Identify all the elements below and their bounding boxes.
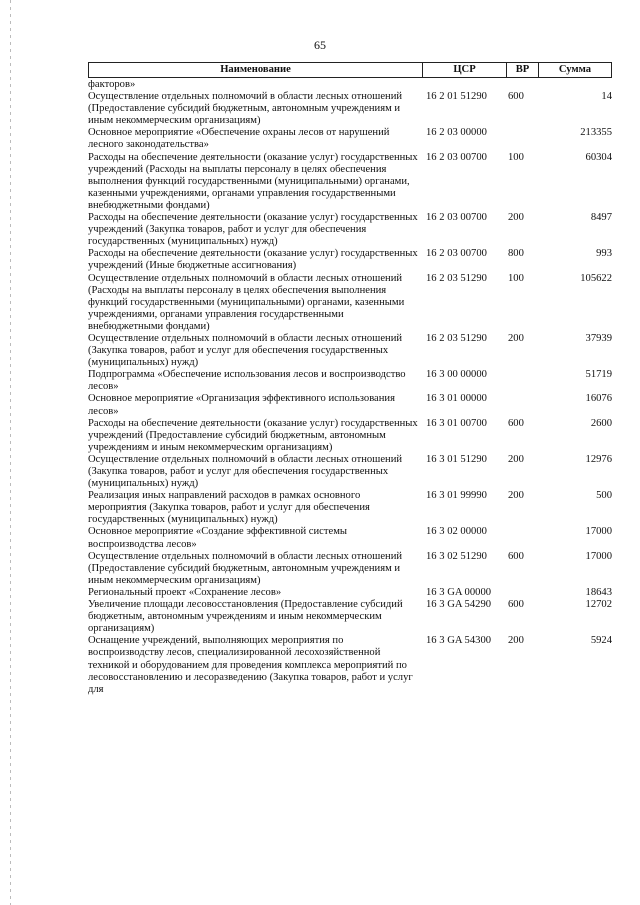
row-name: Основное мероприятие «Обеспечение охраны лесов от нарушений лесного законодательства» xyxy=(88,127,390,151)
table-row xyxy=(88,490,612,526)
row-csr: 16 3 02 51290 xyxy=(426,550,487,562)
row-sum: 8497 xyxy=(590,212,612,224)
table-row xyxy=(88,212,612,248)
header-csr: ЦСР xyxy=(422,63,506,77)
row-sum: 17000 xyxy=(585,526,612,538)
row-name: Осуществление отдельных полномочий в области лесных отношений (Закупка товаров, работ и услуг для обеспечения государственных (муниципальных) нужд) xyxy=(88,332,403,369)
row-vr: 200 xyxy=(508,332,524,344)
row-sum: 213355 xyxy=(580,127,612,139)
row-vr: 600 xyxy=(508,91,524,103)
row-csr: 16 3 01 00000 xyxy=(426,393,487,405)
table-row xyxy=(88,526,612,550)
row-sum: 17000 xyxy=(585,550,612,562)
table-header xyxy=(88,62,612,78)
table-row xyxy=(88,248,612,272)
row-name: Осуществление отдельных полномочий в области лесных отношений (Расходы на выплаты персоналу в целях обеспечения выполнения функций государственными (муниципальными) органами, казенными учреждениями, органами управления государственными внебюджетными фондами) xyxy=(88,272,405,332)
table-row xyxy=(88,273,612,333)
row-vr xyxy=(506,369,538,393)
row-name: Региональный проект «Сохранение лесов» xyxy=(88,586,282,598)
row-csr: 16 2 03 51290 xyxy=(426,272,487,284)
row-name: Оснащение учреждений, выполняющих мероприятия по воспроизводству лесов, специализированной лесохозяйственной техникой и оборудованием для проведения комплекса мероприятий по лесовосстановлению и лесоразведению (Закупка товаров, работ и услуг для xyxy=(88,635,413,695)
row-sum: 60304 xyxy=(585,151,612,163)
row-sum: 51719 xyxy=(585,369,612,381)
table-row xyxy=(88,454,612,490)
table-row xyxy=(88,418,612,454)
row-name: Основное мероприятие «Создание эффективной системы воспроизводства лесов» xyxy=(88,526,348,550)
binding-margin-line xyxy=(10,0,11,905)
row-sum: 18643 xyxy=(585,586,612,598)
row-csr: 16 3 01 99990 xyxy=(426,490,487,502)
row-sum xyxy=(538,79,612,91)
row-csr: 16 2 03 00700 xyxy=(426,248,487,260)
row-vr: 600 xyxy=(508,550,524,562)
row-name: Реализация иных направлений расходов в рамках основного мероприятия (Закупка товаров, работ и услуг для обеспечения государственных (муниципальных) нужд) xyxy=(88,490,370,526)
row-csr xyxy=(422,79,506,91)
budget-table xyxy=(88,62,612,696)
header-name: Наименование xyxy=(88,63,422,77)
row-name: Подпрограмма «Обеспечение использования лесов и воспроизводство лесов» xyxy=(88,369,406,393)
row-vr: 200 xyxy=(508,635,524,647)
row-csr: 16 3 GA 54300 xyxy=(426,635,492,647)
row-sum: 500 xyxy=(596,490,612,502)
table-row xyxy=(88,369,612,393)
row-csr: 16 3 01 00700 xyxy=(426,417,487,429)
row-vr xyxy=(506,587,538,599)
row-name: Расходы на обеспечение деятельности (оказание услуг) государственных учреждений (Расходы на выплаты персоналу в целях обеспечения выполнения функций государственными (муниципальными) органами, казенными учреждениями, органами управления государственными внебюджетными фондами) xyxy=(88,151,418,211)
table-body xyxy=(88,78,612,696)
row-name: Осуществление отдельных полномочий в области лесных отношений (Закупка товаров, работ и услуг для обеспечения государственных (муниципальных) нужд) xyxy=(88,453,403,490)
row-vr: 100 xyxy=(508,272,524,284)
table-row xyxy=(88,587,612,599)
row-sum: 37939 xyxy=(585,332,612,344)
row-vr: 200 xyxy=(508,490,524,502)
row-csr: 16 3 GA 54290 xyxy=(426,599,492,611)
row-sum: 993 xyxy=(596,248,612,260)
row-vr xyxy=(506,127,538,151)
row-vr: 600 xyxy=(508,599,524,611)
row-vr: 800 xyxy=(508,248,524,260)
row-name: Основное мероприятие «Организация эффективного использования лесов» xyxy=(88,393,395,417)
row-csr: 16 3 01 51290 xyxy=(426,453,487,465)
row-csr: 16 2 01 51290 xyxy=(426,91,487,103)
row-vr: 600 xyxy=(508,417,524,429)
row-csr: 16 3 02 00000 xyxy=(426,526,487,538)
row-name: Увеличение площади лесовосстановления (Предоставление субсидий бюджетным, автономным учреждениям и иным некоммерческим организациям) xyxy=(88,599,403,635)
header-sum: Сумма xyxy=(538,63,612,77)
header-vr: ВР xyxy=(506,63,538,77)
table-row xyxy=(88,333,612,369)
table-row xyxy=(88,599,612,635)
row-name: Осуществление отдельных полномочий в области лесных отношений (Предоставление субсидий бюджетным, автономным учреждениям и иным некоммерческим организациям) xyxy=(88,91,403,127)
table-row xyxy=(88,79,612,91)
row-sum: 14 xyxy=(601,91,612,103)
row-sum: 12702 xyxy=(585,599,612,611)
row-name: Расходы на обеспечение деятельности (оказание услуг) государственных учреждений (Закупка товаров, работ и услуг для обеспечения государственных (муниципальных) нужд) xyxy=(88,212,418,248)
row-csr: 16 3 GA 00000 xyxy=(426,586,492,598)
row-name: Осуществление отдельных полномочий в области лесных отношений (Предоставление субсидий бюджетным, автономным учреждениям и иным некоммерческим организациям) xyxy=(88,550,403,586)
row-sum: 5924 xyxy=(590,635,612,647)
row-csr: 16 2 03 00700 xyxy=(426,212,487,224)
row-name: Расходы на обеспечение деятельности (оказание услуг) государственных учреждений (Иные бюджетные ассигнования) xyxy=(88,248,418,272)
row-sum: 16076 xyxy=(585,393,612,405)
row-name: Расходы на обеспечение деятельности (оказание услуг) государственных учреждений (Предоставление субсидий бюджетным, автономным учреждениям и иным некоммерческим организациям) xyxy=(88,417,418,453)
row-csr: 16 2 03 00000 xyxy=(426,127,487,139)
table-row xyxy=(88,127,612,151)
row-sum: 2600 xyxy=(590,417,612,429)
table-row xyxy=(88,551,612,587)
row-csr: 16 2 03 51290 xyxy=(426,332,487,344)
row-vr: 100 xyxy=(508,151,524,163)
table-row xyxy=(88,393,612,417)
row-name: факторов» xyxy=(88,79,136,90)
table-row xyxy=(88,635,612,695)
row-vr xyxy=(506,393,538,417)
table-row xyxy=(88,152,612,212)
row-sum: 105622 xyxy=(580,272,612,284)
row-sum: 12976 xyxy=(585,453,612,465)
row-csr: 16 2 03 00700 xyxy=(426,151,487,163)
row-vr xyxy=(506,79,538,91)
page-number: 65 xyxy=(314,38,326,52)
table-row xyxy=(88,91,612,127)
row-vr: 200 xyxy=(508,212,524,224)
row-vr xyxy=(506,526,538,550)
row-csr: 16 3 00 00000 xyxy=(426,369,487,381)
row-vr: 200 xyxy=(508,453,524,465)
